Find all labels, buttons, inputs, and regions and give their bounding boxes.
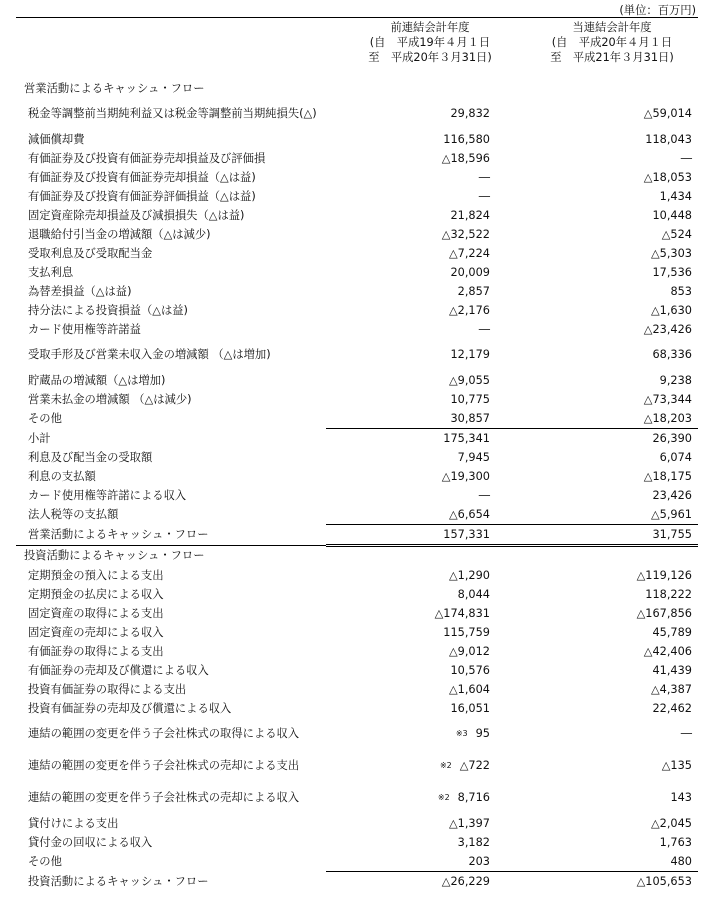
table-row xyxy=(16,833,698,852)
table-row xyxy=(16,206,698,225)
curr-value: △1,630 xyxy=(650,303,692,317)
curr-from: (自 平成20年４月１日 xyxy=(551,36,673,49)
table-row xyxy=(16,604,698,623)
prev-from: (自 平成19年４月１日 xyxy=(369,36,491,49)
table-row xyxy=(16,814,698,833)
table-row xyxy=(16,187,698,206)
table-row xyxy=(16,149,698,168)
prev-to: 至 平成20年３月31日) xyxy=(368,51,492,64)
prev-value: 21,824 xyxy=(450,208,490,222)
prev-value-cell xyxy=(326,282,500,301)
prev-value: 29,832 xyxy=(450,107,490,121)
row-label: 有価証券及び投資有価証券売却損益（△は益) xyxy=(28,170,256,184)
prev-value-cell xyxy=(326,149,500,168)
prev-value-cell xyxy=(326,782,500,814)
subtotal-row xyxy=(16,872,698,892)
row-label: 固定資産除売却損益及び減損損失（△は益) xyxy=(28,208,245,222)
row-label: 固定資産の取得による支出 xyxy=(28,606,164,620)
curr-value: △4,387 xyxy=(650,682,692,696)
prev-value: △32,522 xyxy=(441,227,490,241)
prev-value: ― xyxy=(478,488,490,502)
section-header-row xyxy=(16,79,698,98)
prev-value: 20,009 xyxy=(450,265,490,279)
row-label: 連結の範囲の変更を伴う子会社株式の売却による支出 xyxy=(28,759,300,773)
table-row xyxy=(16,661,698,680)
column-header-curr xyxy=(522,20,702,65)
row-label: 利息の支払額 xyxy=(28,469,96,483)
curr-value: △135 xyxy=(661,759,692,773)
table-row xyxy=(16,467,698,486)
curr-value: 10,448 xyxy=(652,208,692,222)
prev-value: 12,179 xyxy=(450,348,490,362)
table-row xyxy=(16,566,698,585)
prev-value: 8,044 xyxy=(457,587,490,601)
curr-value: 26,390 xyxy=(500,429,698,449)
prev-value: ― xyxy=(478,189,490,203)
prev-value: △9,055 xyxy=(448,373,490,387)
curr-value: △524 xyxy=(661,227,692,241)
footnote-marker: ※3 xyxy=(455,729,468,739)
table-row xyxy=(16,390,698,409)
curr-value: △5,961 xyxy=(650,507,692,521)
table-row xyxy=(16,750,698,782)
prev-value: 10,775 xyxy=(450,392,490,406)
prev-value-cell xyxy=(326,98,500,130)
curr-value: △18,203 xyxy=(643,411,692,425)
prev-value: △18,596 xyxy=(441,151,490,165)
table-row xyxy=(16,505,698,525)
prev-value: △7,224 xyxy=(448,246,490,260)
prev-value-cell xyxy=(326,872,500,892)
table-row xyxy=(16,130,698,149)
row-label: 税金等調整前当期純利益又は税金等調整前当期純損失(△) xyxy=(28,107,317,121)
prev-value: 16,051 xyxy=(450,701,490,715)
curr-value: ― xyxy=(680,151,692,165)
row-label: 投資有価証券の取得による支出 xyxy=(28,682,187,696)
prev-value-cell xyxy=(326,187,500,206)
curr-value: △73,344 xyxy=(643,392,692,406)
table-row xyxy=(16,409,698,429)
row-label: 法人税等の支払額 xyxy=(28,508,119,521)
table-row xyxy=(16,642,698,661)
row-label: 有価証券の売却及び償還による収入 xyxy=(28,663,209,677)
prev-value: △1,604 xyxy=(448,682,490,696)
row-label: 定期預金の払戻による収入 xyxy=(28,587,164,601)
prev-value-cell xyxy=(326,429,500,449)
prev-value: 8,716 xyxy=(457,791,490,805)
curr-value: 118,043 xyxy=(645,132,692,146)
row-label: 連結の範囲の変更を伴う子会社株式の売却による収入 xyxy=(28,791,300,805)
table-row xyxy=(16,98,698,130)
curr-value: 143 xyxy=(670,791,692,805)
prev-value: 95 xyxy=(475,727,490,741)
curr-value: △18,175 xyxy=(643,469,692,483)
table-row xyxy=(16,263,698,282)
section-header-row xyxy=(16,546,698,567)
row-label: 退職給付引当金の増減額（△は減少) xyxy=(28,227,211,241)
row-label: 支払利息 xyxy=(28,265,74,279)
row-label: 投資有価証券の売却及び償還による収入 xyxy=(28,701,232,715)
curr-value: 45,789 xyxy=(652,625,692,639)
curr-value: △167,856 xyxy=(636,606,692,620)
cash-flow-table xyxy=(16,79,698,891)
prev-value-cell xyxy=(326,130,500,149)
curr-value: 118,222 xyxy=(645,587,692,601)
table-row xyxy=(16,339,698,371)
prev-value-cell xyxy=(326,833,500,852)
prev-value-cell xyxy=(326,718,500,750)
prev-value-cell xyxy=(326,525,500,546)
prev-value: 7,945 xyxy=(457,450,490,464)
prev-value: △174,831 xyxy=(434,606,490,620)
prev-value: △19,300 xyxy=(441,469,490,483)
curr-value: ― xyxy=(680,727,692,741)
prev-value: 157,331 xyxy=(443,527,490,541)
footnote-marker: ※2 xyxy=(439,761,452,771)
table-row xyxy=(16,782,698,814)
curr-value: △59,014 xyxy=(643,107,692,121)
curr-value: 853 xyxy=(670,284,692,298)
prev-value-cell xyxy=(326,301,500,320)
curr-value: △18,053 xyxy=(643,170,692,184)
prev-value-cell xyxy=(326,263,500,282)
row-label: 有価証券の取得による支出 xyxy=(28,644,164,658)
table-row xyxy=(16,320,698,339)
curr-value: 17,536 xyxy=(652,265,692,279)
footnote-marker: ※2 xyxy=(437,793,450,803)
table-row xyxy=(16,168,698,187)
row-label: 定期預金の預入による支出 xyxy=(28,568,164,582)
prev-value-cell xyxy=(326,642,500,661)
row-label: 利息及び配当金の受取額 xyxy=(28,450,153,464)
row-label: カード使用権等許諾による収入 xyxy=(28,488,187,502)
prev-value-cell xyxy=(326,604,500,623)
table-row xyxy=(16,852,698,872)
curr-value: △119,126 xyxy=(636,568,692,582)
prev-value-cell xyxy=(326,852,500,872)
prev-value: 203 xyxy=(468,854,490,868)
row-label: 貸付金の回収による収入 xyxy=(28,835,153,849)
prev-value-cell xyxy=(326,566,500,585)
row-label: 固定資産の売却による収入 xyxy=(28,625,164,639)
prev-value-cell xyxy=(326,390,500,409)
curr-value: △23,426 xyxy=(643,322,692,336)
prev-title: 前連結会計年度 xyxy=(390,21,470,34)
curr-value: 22,462 xyxy=(652,701,692,715)
section-label: 営業活動によるキャッシュ・フロー xyxy=(24,81,205,95)
row-label: 連結の範囲の変更を伴う子会社株式の取得による収入 xyxy=(28,727,300,741)
table-row xyxy=(16,585,698,604)
unit-label: (単位：百万円) xyxy=(619,4,696,17)
table-row xyxy=(16,680,698,699)
prev-value-cell xyxy=(326,661,500,680)
total-row xyxy=(16,525,698,546)
curr-value: △5,303 xyxy=(650,246,692,260)
curr-value: 480 xyxy=(670,854,692,868)
curr-value: 1,434 xyxy=(659,189,692,203)
subtotal-row xyxy=(16,429,698,449)
prev-value: △1,397 xyxy=(448,816,490,830)
row-label: 営業未払金の増減額 （△は減少) xyxy=(28,392,192,406)
prev-value-cell xyxy=(326,320,500,339)
prev-value-cell xyxy=(326,486,500,505)
row-label: 為替差損益（△は益) xyxy=(28,284,132,298)
curr-value: △42,406 xyxy=(643,644,692,658)
header-top-rule xyxy=(16,17,698,18)
table-row xyxy=(16,718,698,750)
row-label: 持分法による投資損益（△は益) xyxy=(28,303,188,317)
row-label: 受取利息及び受取配当金 xyxy=(28,246,153,260)
prev-value: △26,229 xyxy=(441,874,490,888)
prev-value-cell xyxy=(326,371,500,390)
table-row xyxy=(16,282,698,301)
table-row xyxy=(16,486,698,505)
prev-value-cell xyxy=(326,546,500,567)
curr-value xyxy=(500,546,698,567)
prev-value: ― xyxy=(478,170,490,184)
prev-value-cell xyxy=(326,623,500,642)
prev-value-cell xyxy=(326,79,500,98)
prev-value-cell xyxy=(326,244,500,263)
row-label: カード使用権等許諾益 xyxy=(28,322,141,336)
prev-value: △2,176 xyxy=(448,303,490,317)
table-row xyxy=(16,699,698,718)
table-row xyxy=(16,371,698,390)
curr-value: 31,755 xyxy=(500,525,698,546)
curr-value: 1,763 xyxy=(659,835,692,849)
prev-value-cell xyxy=(326,505,500,525)
prev-value: 116,580 xyxy=(443,132,490,146)
curr-value: 68,336 xyxy=(652,348,692,362)
prev-value-cell xyxy=(326,448,500,467)
table-row xyxy=(16,301,698,320)
prev-value: △6,654 xyxy=(448,507,490,521)
column-header-prev xyxy=(340,20,520,65)
curr-title: 当連結会計年度 xyxy=(572,21,652,34)
row-label: 投資活動によるキャッシュ・フロー xyxy=(28,874,209,888)
row-label: 有価証券及び投資有価証券評価損益（△は益) xyxy=(28,189,256,203)
prev-value-cell xyxy=(326,339,500,371)
prev-value: 175,341 xyxy=(443,431,490,445)
row-label: 有価証券及び投資有価証券売却損益及び評価損 xyxy=(28,151,266,165)
prev-value: 30,857 xyxy=(450,411,490,425)
curr-value: 41,439 xyxy=(652,663,692,677)
prev-value-cell xyxy=(326,750,500,782)
row-label: 貯蔵品の増減額（△は増加) xyxy=(28,373,166,387)
row-label: 営業活動によるキャッシュ・フロー xyxy=(28,528,209,541)
prev-value-cell xyxy=(326,206,500,225)
prev-value: 10,576 xyxy=(450,663,490,677)
curr-value xyxy=(500,79,698,98)
row-label: その他 xyxy=(28,855,62,868)
section-label: 投資活動によるキャッシュ・フロー xyxy=(16,546,326,567)
prev-value: △722 xyxy=(459,759,490,773)
row-label: 減価償却費 xyxy=(28,132,85,146)
prev-value-cell xyxy=(326,409,500,429)
cash-flow-body xyxy=(16,79,698,891)
curr-value: 6,074 xyxy=(659,450,692,464)
table-row xyxy=(16,225,698,244)
prev-value-cell xyxy=(326,225,500,244)
prev-value: 3,182 xyxy=(457,835,490,849)
row-label: その他 xyxy=(28,412,62,425)
prev-value-cell xyxy=(326,467,500,486)
curr-value: △2,045 xyxy=(650,816,692,830)
prev-value-cell xyxy=(326,168,500,187)
prev-value: ― xyxy=(478,322,490,336)
prev-value: △1,290 xyxy=(448,568,490,582)
row-label: 受取手形及び営業未収入金の増減額 （△は増加) xyxy=(28,348,271,362)
prev-value: 115,759 xyxy=(443,625,490,639)
row-label: 小計 xyxy=(28,431,51,445)
curr-value: 9,238 xyxy=(659,373,692,387)
curr-value: 23,426 xyxy=(652,488,692,502)
table-row xyxy=(16,244,698,263)
table-row xyxy=(16,623,698,642)
prev-value-cell xyxy=(326,585,500,604)
curr-to: 至 平成21年３月31日) xyxy=(550,51,674,64)
prev-value: △9,012 xyxy=(448,644,490,658)
table-row xyxy=(16,448,698,467)
prev-value-cell xyxy=(326,814,500,833)
prev-value: 2,857 xyxy=(457,284,490,298)
row-label: 貸付けによる支出 xyxy=(28,816,119,830)
prev-value-cell xyxy=(326,680,500,699)
prev-value-cell xyxy=(326,699,500,718)
curr-value: △105,653 xyxy=(500,872,698,892)
